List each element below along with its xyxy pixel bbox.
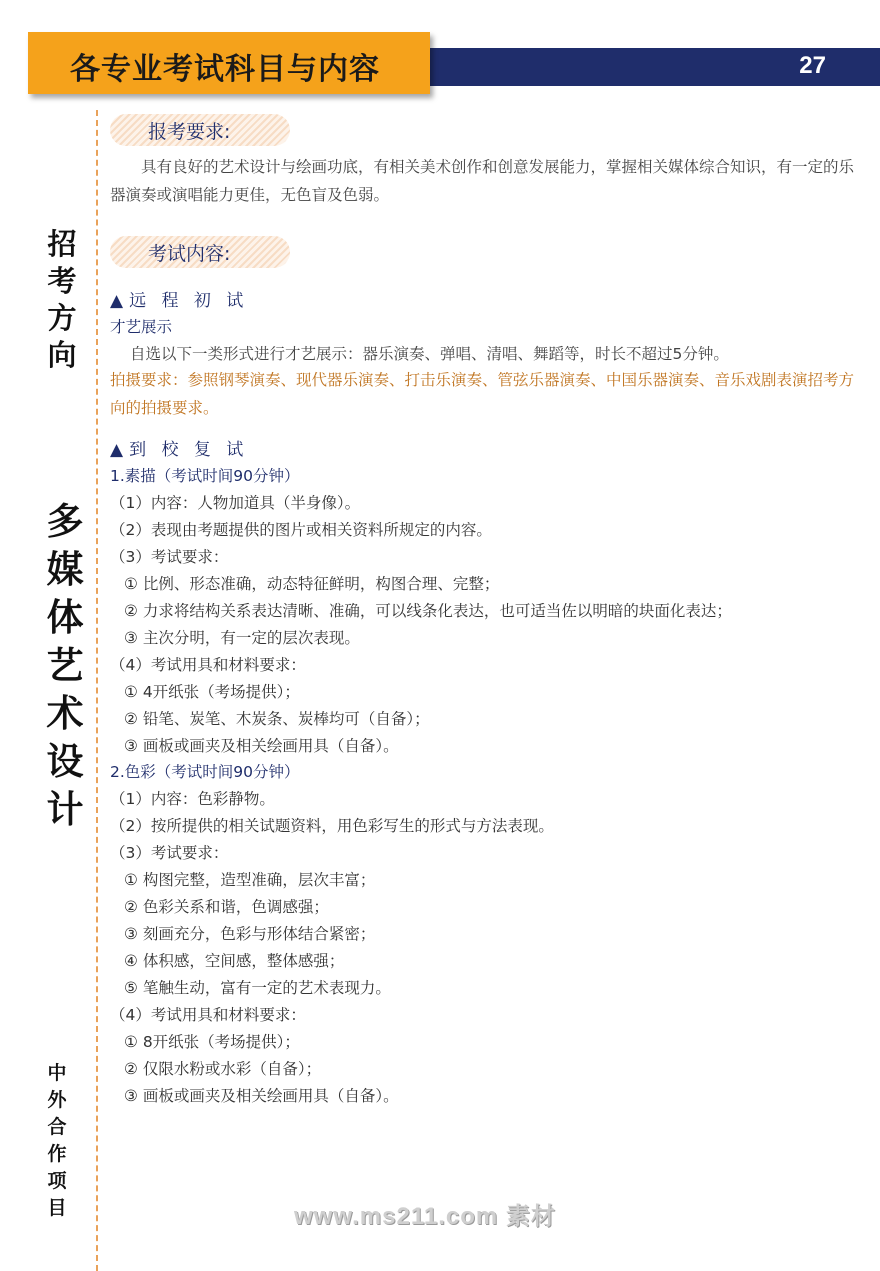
filming-requirements: 拍摄要求：参照钢琴演奏、现代器乐演奏、打击乐演奏、管弦乐器演奏、中国乐器演奏、音乐戏剧表演招考方向的拍摄要求。 xyxy=(110,371,855,417)
exam-content-label: 考试内容: xyxy=(110,236,290,268)
list-item: ① 比例、形态准确，动态特征鲜明，构图合理、完整； xyxy=(124,575,500,593)
sketch-title: 1.素描（考试时间90分钟） xyxy=(110,467,300,485)
sidebar-category: 招 考 方 向 xyxy=(47,227,77,372)
page-number: 27 xyxy=(799,52,826,79)
remote-heading: ▲ 远 程 初 试 xyxy=(110,291,249,311)
list-item: ② 铅笔、炭笔、木炭条、炭棒均可（自备）； xyxy=(124,710,430,728)
list-item: （4）考试用具和材料要求： xyxy=(110,1006,306,1024)
list-item: ③ 刻画充分，色彩与形体结合紧密； xyxy=(124,925,376,943)
triangle-icon: ▲ xyxy=(110,440,124,460)
list-item: （2）表现由考题提供的图片或相关资料所规定的内容。 xyxy=(110,521,492,539)
list-item: （4）考试用具和材料要求： xyxy=(110,656,306,674)
list-item: ① 构图完整，造型准确，层次丰富； xyxy=(124,871,376,889)
header-title-box xyxy=(28,32,430,94)
list-item: ① 4开纸张（考场提供）； xyxy=(124,683,300,701)
onsite-heading: ▲ 到 校 复 试 xyxy=(110,440,249,460)
talent-subheading: 才艺展示 xyxy=(110,318,173,336)
list-item: ① 8开纸张（考场提供）； xyxy=(124,1033,300,1051)
talent-text: 自选以下一类形式进行才艺展示：器乐演奏、弹唱、清唱、舞蹈等，时长不超过5分钟。 xyxy=(130,345,729,363)
page-title: 各专业考试科目与内容 xyxy=(70,52,380,87)
list-item: ③ 画板或画夹及相关绘画用具（自备）。 xyxy=(124,737,399,755)
color-title: 2.色彩（考试时间90分钟） xyxy=(110,763,300,781)
sidebar-major: 多 媒 体 艺 术 设 计 xyxy=(46,500,84,831)
list-item: （3）考试要求： xyxy=(110,844,229,862)
list-item: ④ 体积感，空间感，整体感强； xyxy=(124,952,345,970)
triangle-icon: ▲ xyxy=(110,291,124,311)
list-item: （2）按所提供的相关试题资料，用色彩写生的形式与方法表现。 xyxy=(110,817,554,835)
list-item: ② 仅限水粉或水彩（自备）； xyxy=(124,1060,322,1078)
list-item: ⑤ 笔触生动，富有一定的艺术表现力。 xyxy=(124,979,391,997)
list-item: ③ 主次分明，有一定的层次表现。 xyxy=(124,629,360,647)
list-item: （3）考试要求： xyxy=(110,548,229,566)
list-item: ② 色彩关系和谐，色调感强； xyxy=(124,898,329,916)
list-item: （1）内容：人物加道具（半身像）。 xyxy=(110,494,361,512)
list-item: ③ 画板或画夹及相关绘画用具（自备）。 xyxy=(124,1087,399,1105)
dashed-divider xyxy=(96,110,98,1271)
watermark: www.ms211.com 素材 xyxy=(294,1203,556,1230)
requirements-label: 报考要求: xyxy=(110,114,290,146)
sidebar-program: 中 外 合 作 项 目 xyxy=(47,1062,67,1219)
list-item: ② 力求将结构关系表达清晰、准确，可以线条化表达，也可适当佐以明暗的块面化表达； xyxy=(124,602,732,620)
requirements-text: 具有良好的艺术设计与绘画功底，有相关美术创作和创意发展能力，掌握相关媒体综合知识，有一定的乐器演奏或演唱能力更佳，无色盲及色弱。 xyxy=(110,158,855,204)
list-item: （1）内容：色彩静物。 xyxy=(110,790,275,808)
